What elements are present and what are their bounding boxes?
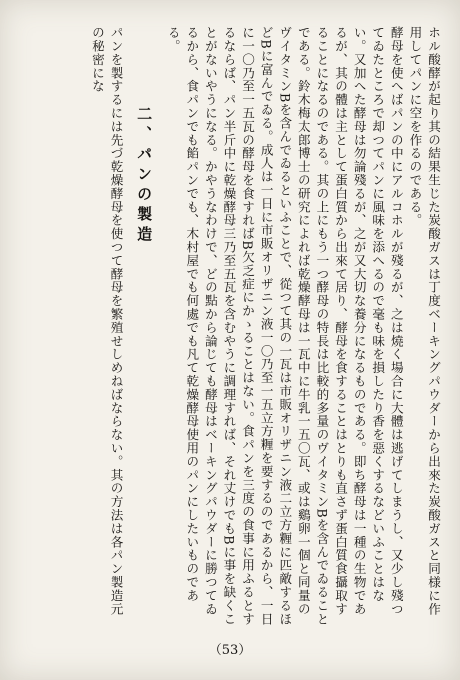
paragraph-1: ホル酸酵が起り其の結果生じた炭酸ガスは丁度ベーキングパウダーから出來た炭酸ガスと同様に作用してパンに空を作るのである。 <box>407 26 441 616</box>
paragraph-2: 酵母を使へばパンの中にアルコホルが殘るが、之は燒く場合に大體は逃げてしまうし、又少し殘つてゐたところで却つてパンに風味を添へるので毫も味を損したり香を惡くするなどいふことはない。又加へた酵母は勿論殘るが、之が又大切な養分になるものである。即ち酵母は一種の生物であるが、其の體は主として蛋白質から出來て居り、酵母を食することはとりも直さず蛋白質食攝取することになるのである。其の上にもう一つ酵母の特長は比較的多量のヴイタミンBを含んでゐることである。鈴木梅太郎博士の研究によれば乾燥酵母は一瓦中に牛乳一五〇瓦、或は鷄卵一個と同量のヴイタミンBを含んでゐるといふことで、從つて其の一瓦は市販オリザニン液二立方糎に匹敵するほどBに富んでゐる。成人は一日に市販オリザニン液一〇乃至一五立方糎を要するのであるから、一日に一〇乃至一五瓦の酵母を食すればB欠乏症にかゝることはない。食パンを三度の食事に用ふるとするならば、パン半斤中に乾燥酵母三乃至五瓦を含むやうに調理すれば、それ丈けでもBに事を缺くことがないやうになる。かやうなわけで、どの點から論じても酵母はベーキングパウダーに勝つてゐるから、食パンでも餡パンでも、木村屋でも何處でも凡て乾燥酵母使用のパンにしたいものである。 <box>165 26 404 626</box>
section-heading: 二、パンの製造 <box>135 106 154 246</box>
page-number: （53） <box>208 643 252 658</box>
paragraph-3: パンを製するには先づ乾燥酵母を使つて酵母を繁殖せしめねばならない。其の方法は各パン製造元の秘密にな <box>89 26 124 616</box>
vertical-text-block <box>18 26 442 626</box>
